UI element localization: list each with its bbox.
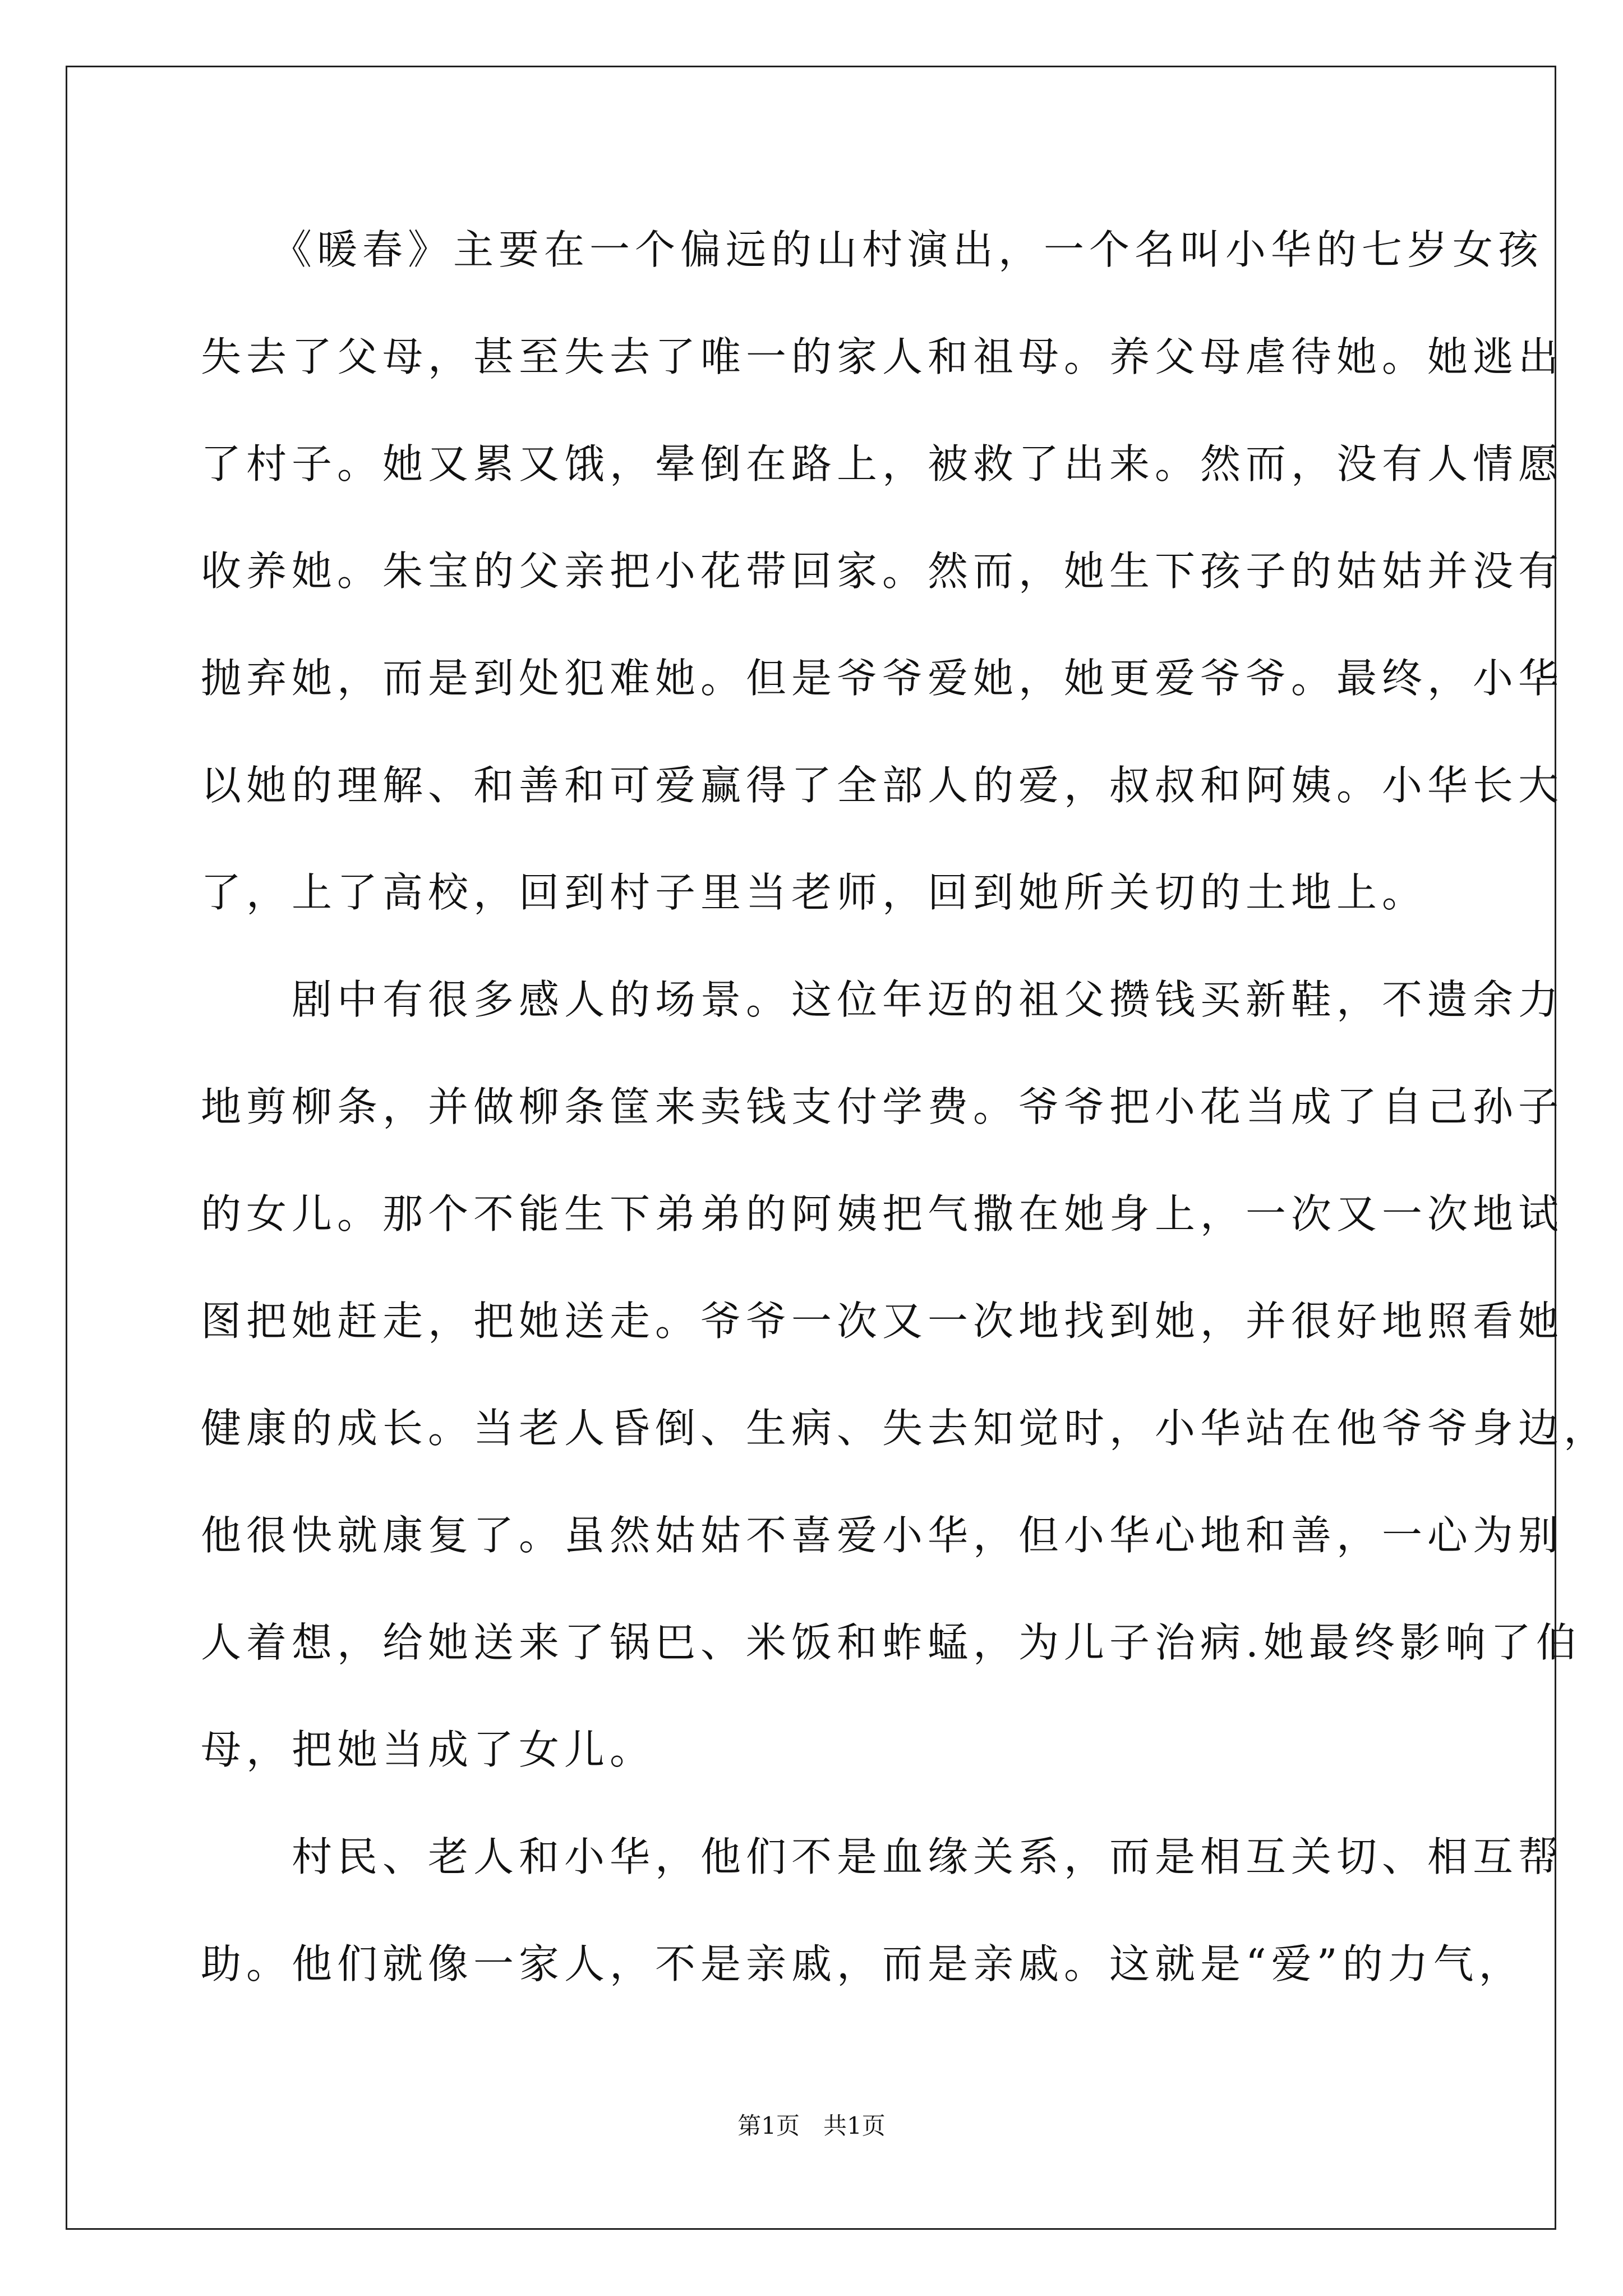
text-line: 收养她。朱宝的父亲把小花带回家。然而，她生下孩子的姑姑并没有 xyxy=(201,547,1564,595)
text-line: 的女儿。那个不能生下弟弟的阿姨把气撒在她身上，一次又一次地试 xyxy=(201,1190,1564,1237)
text-line: 健康的成长。当老人昏倒、生病、失去知觉时，小华站在他爷爷身边， xyxy=(201,1405,1610,1452)
text-line: 以她的理解、和善和可爱赢得了全部人的爱，叔叔和阿姨。小华长大 xyxy=(201,762,1564,809)
text-line: 人着想，给她送来了锅巴、米饭和蚱蜢，为儿子治病.她最终影响了伯 xyxy=(201,1619,1581,1666)
text-line: 剧中有很多感人的场景。这位年迈的祖父攒钱买新鞋，不遗余力 xyxy=(201,976,1564,1023)
text-line: 了村子。她又累又饿，晕倒在路上，被救了出来。然而，没有人情愿 xyxy=(201,440,1564,487)
text-line: 图把她赶走，把她送走。爷爷一次又一次地找到她，并很好地照看她 xyxy=(201,1297,1564,1345)
text-line: 《暖春》主要在一个偏远的山村演出，一个名叫小华的七岁女孩 xyxy=(201,226,1544,273)
page-border xyxy=(66,66,1556,2230)
page-footer: 第1页 共1页 xyxy=(737,2112,886,2139)
text-line: 村民、老人和小华，他们不是血缘关系，而是相互关切、相互帮 xyxy=(201,1833,1564,1880)
text-line: 助。他们就像一家人，不是亲戚，而是亲戚。这就是“爱”的力气， xyxy=(201,1940,1524,1987)
text-line: 母，把她当成了女儿。 xyxy=(201,1726,656,1773)
text-line: 失去了父母，甚至失去了唯一的家人和祖母。养父母虐待她。她逃出 xyxy=(201,333,1564,380)
text-line: 他很快就康复了。虽然姑姑不喜爱小华，但小华心地和善，一心为别 xyxy=(201,1512,1564,1559)
text-line: 了，上了高校，回到村子里当老师，回到她所关切的土地上。 xyxy=(201,869,1428,916)
text-line: 抛弃她，而是到处犯难她。但是爷爷爱她，她更爱爷爷。最终，小华 xyxy=(201,655,1564,702)
text-line: 地剪柳条，并做柳条筐来卖钱支付学费。爷爷把小花当成了自己孙子 xyxy=(201,1083,1564,1130)
